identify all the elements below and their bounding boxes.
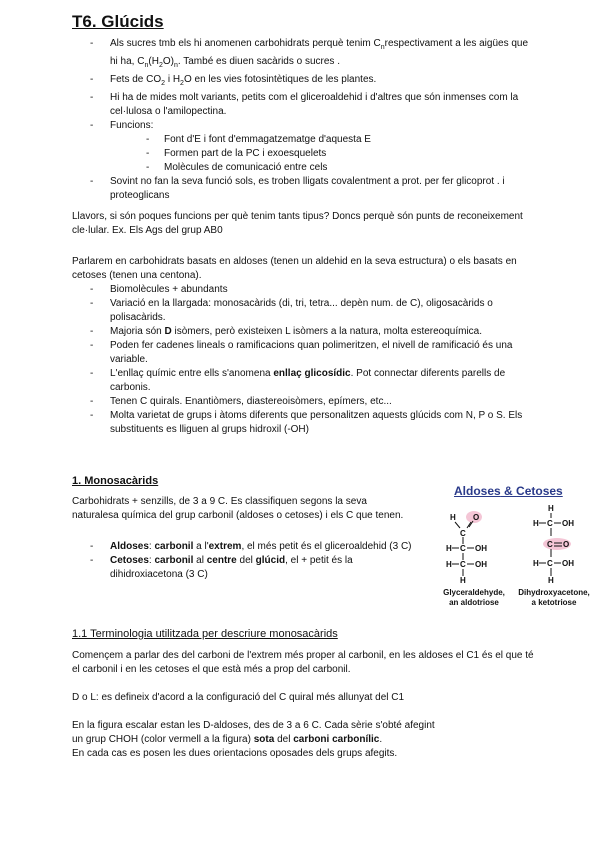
section-heading-terminologia: 1.1 Terminologia utilitzada per descriure monosacàrids bbox=[72, 628, 338, 640]
svg-text:O: O bbox=[473, 513, 480, 522]
list-item: - Fets de $CO_2$ i $H_2O$ en les vies fotosintètiques de les plantes. bbox=[90, 73, 530, 91]
list-item: - Hi ha de mides molt variants, petits com el gliceroaldehid i d'altres que són inmenses com la cel·lulosa o l'amilopectina. bbox=[90, 91, 530, 119]
svg-text:OH: OH bbox=[562, 519, 574, 528]
svg-text:H: H bbox=[533, 559, 539, 568]
functions-sublist bbox=[110, 133, 530, 175]
svg-text:H: H bbox=[450, 513, 456, 522]
svg-text:H: H bbox=[533, 519, 539, 528]
svg-text:OH: OH bbox=[562, 559, 574, 568]
svg-text:C: C bbox=[547, 559, 553, 568]
list-item-aldoses: - Aldoses: carbonil a l'extrem, el més petit és el gliceroaldehid (3 C) bbox=[90, 540, 422, 554]
sublist-item: - Font d'E i font d'emmagatzematge d'aquesta E bbox=[146, 133, 530, 147]
list-item: - Biomolècules + abundants bbox=[90, 283, 530, 297]
sublist-item: - Formen part de la PC i exoesquelets bbox=[146, 147, 530, 161]
glyceraldehyde-caption: Glyceraldehyde, an aldotriose bbox=[443, 588, 505, 607]
terminologia-paragraph-1: Començem a parlar des del carboni de l'extrem més proper al carbonil, en les aldoses el C1 és el que té el carbonil i en les cetoses el que està més a prop del carbonil. bbox=[72, 650, 534, 675]
svg-text:C: C bbox=[547, 540, 553, 549]
page-title: T6. Glúcids bbox=[72, 12, 164, 31]
svg-text:OH: OH bbox=[475, 560, 487, 569]
list-item-cetoses: - Cetoses: carbonil al centre del glúcid, el + petit és la dihidroxiacetona (3 C) bbox=[90, 554, 422, 582]
list-item: - Majoria són D isòmers, però existeixen L isòmers a la natura, molta estereoquímica. bbox=[90, 325, 530, 339]
paragraph-recognition: Llavors, si són poques funcions per què tenim tants tipus? Doncs perquè són punts de reconeixement cle·lular. Ex. Els Ags del grup AB0 bbox=[72, 211, 523, 236]
glyceraldehyde-structure bbox=[446, 511, 487, 585]
list-item: - L'enllaç químic entre ells s'anomena enllaç glicosídic. Pot connectar diferents parells de carbonis. bbox=[90, 367, 530, 395]
section-heading-monosacarids: 1. Monosacàrids bbox=[72, 475, 159, 487]
svg-text:C: C bbox=[460, 529, 466, 538]
figure-title: Aldoses & Cetoses bbox=[454, 484, 563, 498]
list-item: - Sovint no fan la seva funció sols, es troben lligats covalentment a prot. per fer glicoprot . i proteoglicans bbox=[90, 175, 530, 203]
sublist-item: - Molècules de comunicació entre cels bbox=[146, 161, 530, 175]
list-item: - Als sucres tmb els hi anomenen carbohidrats perquè tenim $C_nrespectivament$ a les aigües que hi ha, $C_n(H_2O)_n$. També es diuen sacàrids o sucres . bbox=[90, 37, 530, 73]
svg-text:O: O bbox=[563, 540, 570, 549]
list-item: - Poden fer cadenes lineals o ramificacions quan polimeritzen, el nivell de ramificació és una variable. bbox=[90, 339, 530, 367]
monosacarids-list bbox=[90, 540, 422, 582]
dihydroxyacetone-structure bbox=[533, 504, 574, 585]
list-item: - Tenen C quirals. Enantiòmers, diastereoisòmers, epímers, etc... bbox=[90, 395, 530, 409]
dihydroxyacetone-caption: Dihydroxyacetone, a ketotriose bbox=[518, 588, 590, 607]
intro-list bbox=[90, 37, 530, 203]
svg-text:H: H bbox=[548, 504, 554, 513]
svg-text:H: H bbox=[460, 576, 466, 585]
svg-text:H: H bbox=[548, 576, 554, 585]
svg-text:OH: OH bbox=[475, 544, 487, 553]
svg-text:H: H bbox=[446, 560, 452, 569]
paragraph-aldoses-cetoses: Parlarem en carbohidrats basats en aldoses (tenen un aldehid en la seva estructura) o els basats en cetoses (tenen una centona). bbox=[72, 256, 517, 281]
list-item: - Molta varietat de grups i àtoms diferents que personalitzen aquests glúcids com N, P o S. Els substituents es lliguen al grups hidroxil (-OH) bbox=[90, 409, 530, 437]
svg-text:C: C bbox=[547, 519, 553, 528]
list-item: - Funcions: - Font d'E i font d'emmagatzematge d'aquesta E - Formen part de la PC i exoesquelets - Molècules de comunicació entre cels bbox=[90, 119, 530, 175]
properties-list bbox=[90, 283, 530, 437]
svg-text:C: C bbox=[460, 560, 466, 569]
aldoses-cetoses-figure bbox=[436, 482, 596, 612]
terminologia-paragraph-3: En la figura escalar estan les D-aldoses, des de 3 a 6 C. Cada sèrie s'obté afegint un grup CHOH (color vermell a la figura) sota del carboni carbonílic. En cada cas es posen les dues orientacions oposades dels grups afegits. bbox=[72, 720, 435, 759]
monosacarids-text: Carbohidrats + senzills, de 3 a 9 C. Es classifiquen segons la seva naturalesa química del grup carbonil (aldoses o cetoses) i els C que tenen. bbox=[72, 496, 404, 521]
terminologia-paragraph-2: D o L: es defineix d'acord a la configuració del C quiral més allunyat del C1 bbox=[72, 692, 405, 703]
svg-text:C: C bbox=[460, 544, 466, 553]
list-item: - Variació en la llargada: monosacàrids (di, tri, tetra... depèn num. de C), oligosacàrids o polisacàrids. bbox=[90, 297, 530, 325]
svg-text:H: H bbox=[446, 544, 452, 553]
